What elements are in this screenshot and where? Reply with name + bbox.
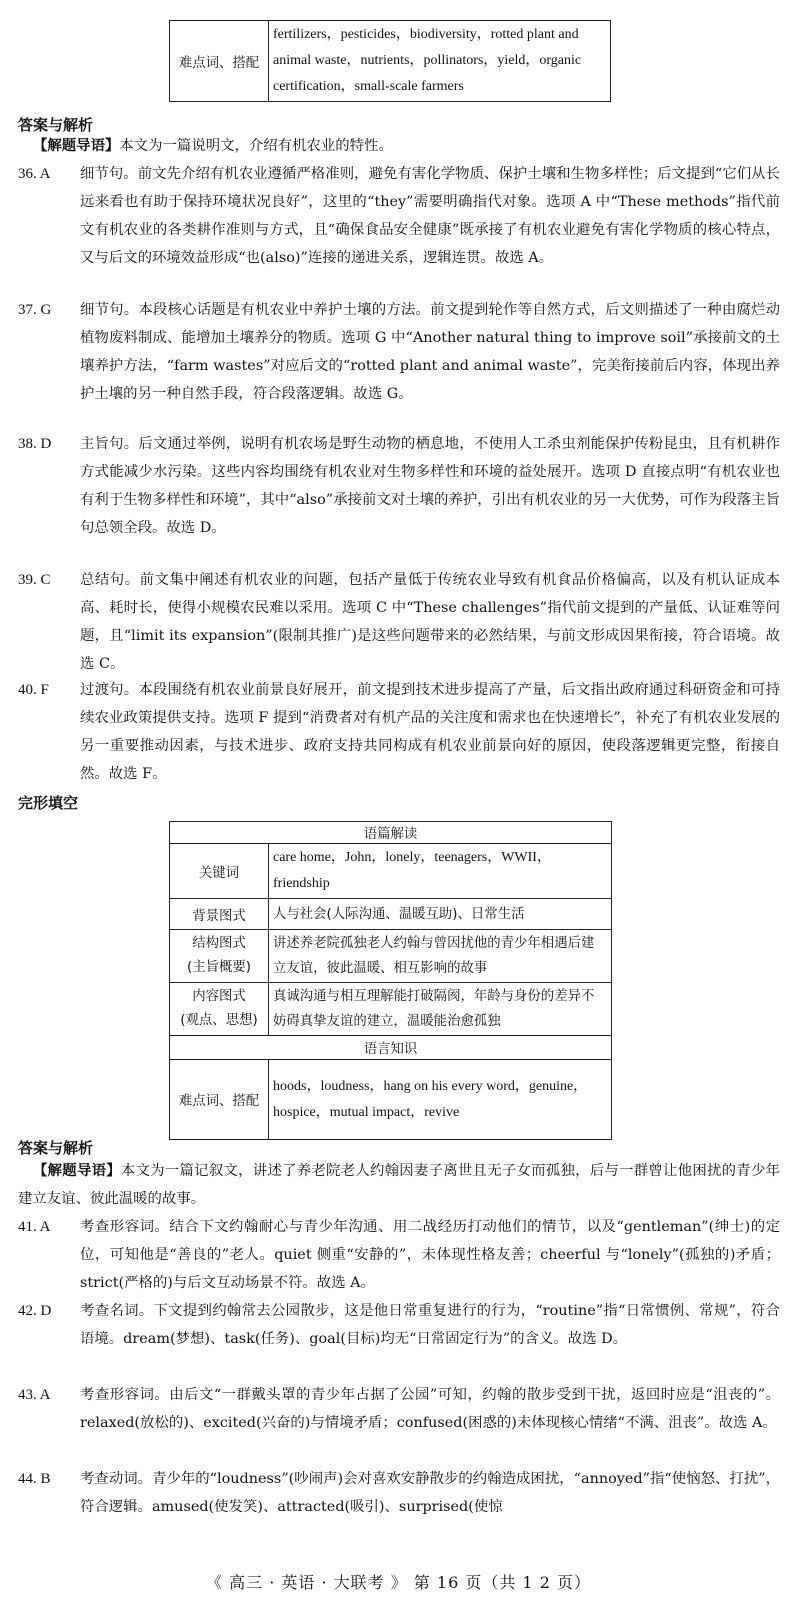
answer-number: 43. A — [18, 1387, 51, 1403]
guide-text: 本文为一篇说明文，介绍有机农业的特性。 — [119, 138, 393, 154]
answer-text: 考查名词。下文提到约翰常去公园散步，这是他日常重复进行的行为，“routine”指“日常惯例、常规”，符合语境。dream(梦想)、task(任务)、goal(目标)均无“日常固定行为”的含义。故选 D。 — [80, 1303, 780, 1347]
answer-item — [18, 160, 780, 272]
answer-number: 41. A — [18, 1219, 51, 1235]
row-label: 背景图式 — [170, 899, 269, 930]
row-content: 讲述养老院孤独老人约翰与曾因扰他的青少年相遇后建立友谊，彼此温暖、相互影响的故事 — [269, 930, 612, 983]
row-label-group — [170, 983, 269, 1036]
row-label: 关键词 — [170, 844, 269, 899]
table-header: 语言知识 — [170, 1036, 612, 1060]
answer-text: 主旨句。后文通过举例，说明有机农场是野生动物的栖息地，不使用人工杀虫剂能保护传粉昆虫，且有机耕作方式能减少水污染。这些内容均围绕有机农业对生物多样性和环境的益处展开。选项 D 直接点明“有机农业也有利于生物多样性和环境”，其中“also”承接前文对土壤的养护，引出有机农业的另一大优势，可作为段落主旨句总领全段。故选 D。 — [80, 436, 780, 536]
section-heading-cloze: 完形填空 — [18, 794, 79, 812]
answer-item — [18, 1213, 780, 1297]
answer-item — [18, 430, 780, 542]
row-content: 人与社会(人际沟通、温暖互助)、日常生活 — [269, 899, 612, 930]
answer-number: 36. A — [18, 166, 51, 182]
row-content: 真诚沟通与相互理解能打破隔阂，年龄与身份的差异不妨碍真挚友谊的建立，温暖能治愈孤独 — [269, 983, 612, 1036]
vocab-content: fertilizers，pesticides，biodiversity，rotted plant and animal waste，nutrients，pollinators，yield，organic certification，small-scale farmers — [269, 21, 611, 102]
answer-item — [18, 1465, 780, 1521]
row-label-group — [170, 930, 269, 983]
text-analysis-table — [169, 821, 612, 1140]
answer-number: 39. C — [18, 572, 51, 588]
row-label: 结构图式 — [192, 936, 246, 951]
page-footer: 《 高三 · 英语 · 大联考 》 第 16 页（共 1 2 页） — [206, 1573, 591, 1592]
vocab-label: 难点词、搭配 — [170, 21, 269, 102]
answer-item — [18, 676, 780, 788]
section-heading-answers: 答案与解析 — [18, 116, 94, 134]
vocab-content: hoods，loudness，hang on his every word，genuine，hospice，mutual impact，revive — [269, 1060, 612, 1140]
guide-paragraph — [18, 1157, 780, 1213]
answer-item — [18, 1381, 780, 1437]
answer-number: 40. F — [18, 682, 49, 698]
answer-item — [18, 1297, 780, 1353]
row-content: care home，John，lonely，teenagers，WWII，friendship — [269, 844, 612, 899]
answer-text: 总结句。前文集中阐述有机农业的问题，包括产量低于传统农业导致有机食品价格偏高，以及有机认证成本高、耗时长，使得小规模农民难以采用。选项 C 中“These challenges”指代前文提到的产量低、认证难等问题，且“limit its expansion”(限制其推广)是这些问题带来的必然结果，与前文形成因果衔接，符合语境。故选 C。 — [80, 572, 780, 672]
answer-item — [18, 296, 780, 408]
answer-text: 考查动词。青少年的“loudness”(吵闹声)会对喜欢安静散步的约翰造成困扰，“annoyed”指“使恼怒、打扰”，符合逻辑。amused(使发笑)、attracted(吸引)、surprised(使惊 — [80, 1471, 780, 1515]
answer-text: 考查形容词。结合下文约翰耐心与青少年沟通、用二战经历打动他们的情节，以及“gentleman”(绅士)的定位，可知他是“善良的”老人。quiet 侧重“安静的”，未体现性格友善；cheerful 与“lonely”(孤独的)矛盾；strict(严格的)与后文互动场景不符。故选 A。 — [80, 1219, 780, 1291]
answer-number: 44. B — [18, 1471, 51, 1487]
guide-tag: 【解题导语】 — [33, 137, 120, 154]
answer-number: 42. D — [18, 1303, 52, 1319]
answer-text: 细节句。本段核心话题是有机农业中养护土壤的方法。前文提到轮作等自然方式，后文则描述了一种由腐烂动植物废料制成、能增加土壤养分的物质。选项 G 中“Another natural thing to improve soil”承接前文的土壤养护方法，“farm wastes”对应后文的“rotted plant and animal waste”，完美衔接前后内容，体现出养护土壤的另一种自然手段，符合段落逻辑。故选 G。 — [80, 302, 780, 402]
section-heading-answers-2: 答案与解析 — [18, 1139, 94, 1157]
guide-text: 本文为一篇记叙文，讲述了养老院老人约翰因妻子离世且无子女而孤独，后与一群曾让他困扰的青少年建立友谊、彼此温暖的故事。 — [18, 1163, 780, 1207]
answer-text: 过渡句。本段围绕有机农业前景良好展开，前文提到技术进步提高了产量，后文指出政府通过科研资金和可持续农业政策提供支持。选项 F 提到“消费者对有机产品的关注度和需求也在快速增长”，补充了有机农业发展的另一重要推动因素，与技术进步、政府支持共同构成有机农业前景向好的原因，使段落逻辑更完整，衔接自然。故选 F。 — [80, 682, 780, 782]
answer-number: 38. D — [18, 436, 52, 452]
vocab-table-top — [169, 20, 611, 102]
row-label-sub: (主旨概要) — [186, 960, 251, 975]
guide-paragraph — [18, 132, 780, 160]
row-label-sub: (观点、思想) — [180, 1013, 258, 1028]
answer-item — [18, 566, 780, 678]
guide-tag: 【解题导语】 — [33, 1162, 121, 1179]
vocab-label: 难点词、搭配 — [170, 1060, 269, 1140]
answer-text: 细节句。前文先介绍有机农业遵循严格准则，避免有害化学物质、保护土壤和生物多样性；后文提到“它们从长远来看也有助于保持环境状况良好”，这里的“they”需要明确指代对象。选项 A 中“These methods”指代前文有机农业的各类耕作准则与方式，且“确保食品安全健康”既承接了有机农业避免有害化学物质的核心特点，又与后文的环境效益形成“也(also)”连接的递进关系，逻辑连贯。故选 A。 — [80, 166, 780, 266]
table-header: 语篇解读 — [170, 822, 612, 844]
answer-number: 37. G — [18, 302, 52, 318]
answer-text: 考查形容词。由后文“一群戴头罩的青少年占据了公园”可知，约翰的散步受到干扰，返回时应是“沮丧的”。relaxed(放松的)、excited(兴奋的)与情境矛盾；confused(困惑的)未体现核心情绪“不满、沮丧”。故选 A。 — [80, 1387, 780, 1431]
row-label: 内容图式 — [192, 989, 246, 1004]
